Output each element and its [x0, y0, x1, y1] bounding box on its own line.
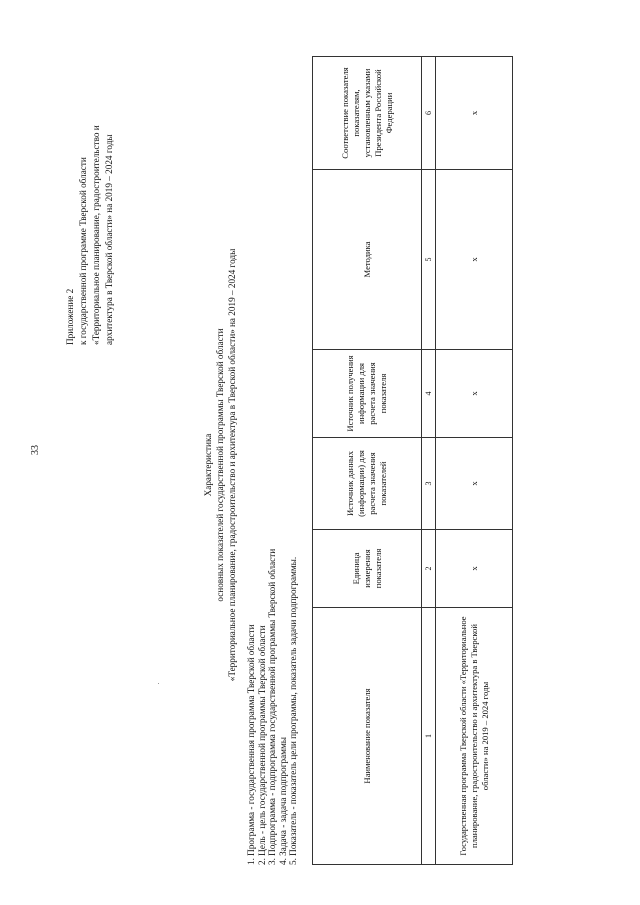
- table-header-row: [313, 57, 422, 865]
- appendix-line: «Территориальное планирование, градостроительство и: [91, 125, 101, 345]
- legend-item: 4. Задача - задача подпрограммы: [277, 737, 288, 865]
- header-cell: Источник данных (информации) для расчета значения показателей: [313, 438, 422, 530]
- indicators-table: [312, 56, 513, 865]
- method-cell: х: [436, 170, 513, 350]
- document-title: [202, 185, 238, 745]
- scan-speck: [158, 683, 159, 684]
- legend-item: 1. Программа - государственная программа Тверской области: [246, 624, 256, 865]
- header-cell: Источник получения информации для расчета значения показателя: [313, 350, 422, 438]
- column-number: 2: [422, 530, 436, 608]
- legend-item: 3. Подпрограмма - подпрограмма государственной программы Тверской области: [267, 548, 277, 865]
- page-number: 33: [30, 445, 41, 455]
- column-number: 6: [422, 57, 436, 170]
- appendix-line: Приложение 2: [65, 288, 75, 345]
- table-row: [436, 57, 513, 865]
- column-number-row: [422, 57, 436, 865]
- column-number: 4: [422, 350, 436, 438]
- title-line: основных показателей государственной программы Тверской области: [215, 328, 225, 602]
- column-number: 5: [422, 170, 436, 350]
- appendix-line: архитектура в Тверской области» на 2019 – 2024 годы: [104, 134, 114, 345]
- data-source-cell: х: [436, 438, 513, 530]
- header-cell: Единица измерения показателя: [313, 530, 422, 608]
- title-line: Характеристика: [203, 433, 213, 497]
- appendix-line: к государственной программе Тверской области: [78, 157, 88, 345]
- decree-cell: х: [436, 57, 513, 170]
- column-number: 1: [422, 608, 436, 865]
- legend-item: 5. Показатель - показатель цели программы, показатель задачи подпрограммы.: [288, 556, 298, 865]
- indicator-name-cell: Государственная программа Тверской области «Территориальное планирование, градостроительство и архитектура в Тверской области» на 2019 – 2024 годы: [436, 608, 513, 865]
- column-number: 3: [422, 438, 436, 530]
- header-cell: Наименование показателя: [313, 608, 422, 865]
- header-cell: Методика: [313, 170, 422, 350]
- header-cell: Соответствие показателя показателям, установленным указами Президента Российской Федерации: [313, 57, 422, 170]
- title-line: «Территориальное планирование, градостроительство и архитектура в Тверской области» на 2019 – 2024 годы: [227, 248, 237, 682]
- appendix-note: [64, 25, 116, 345]
- unit-cell: х: [436, 530, 513, 608]
- info-source-cell: х: [436, 350, 513, 438]
- legend-item: 2. Цель - цель государственной программы Тверской области: [256, 625, 267, 865]
- legend-list: [246, 305, 299, 865]
